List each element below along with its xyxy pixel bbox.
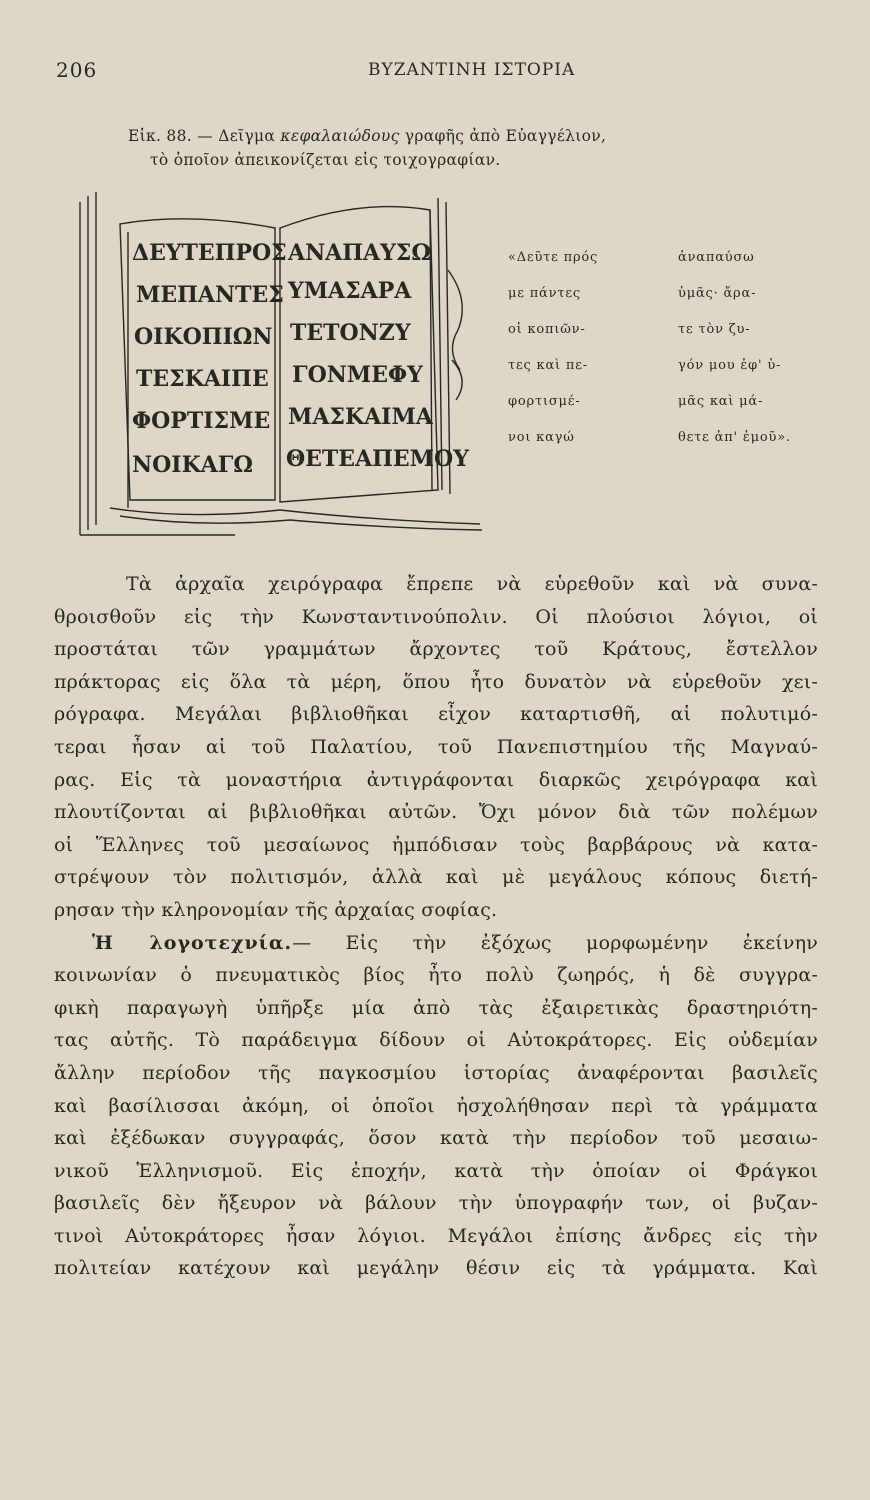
inscription-right-6: ΘΕΤΕΑΠΕΜΟΥ <box>286 446 469 472</box>
transcription-right-line: ὑμᾶς· ἄρα- <box>678 286 757 301</box>
body-text <box>54 568 818 1285</box>
inscription-right-2: ΥΜΑΣΑΡΑ <box>288 278 412 304</box>
section-line-text: — Εἰς τὴν ἐξόχως μορφωμένην ἐκείνην <box>292 931 818 954</box>
caption-line-1 <box>128 124 768 148</box>
body-line: πλουτίζονται αἱ βιβλιοθῆκαι αὐτῶν. Ὄχι μόνον διὰ τῶν πολέμων <box>54 801 818 824</box>
transcription-right-line: τε τὸν ζυ- <box>678 322 751 337</box>
inscription-left-6: ΝΟΙΚΑΓΩ <box>132 452 253 478</box>
section-first-line <box>54 927 818 960</box>
transcription-right-line: μᾶς καὶ μά- <box>678 394 764 409</box>
page-number: 206 <box>56 58 98 82</box>
section-line: φικὴ παραγωγὴ ὑπῆρξε μία ἀπὸ τὰς ἐξαιρετικὰς δραστηριότη- <box>54 996 818 1019</box>
inscription-left-2: ΜΕΠΑΝΤΕΣ <box>136 282 284 308</box>
section-line: νικοῦ Ἑλληνισμοῦ. Εἰς ἐποχήν, κατὰ τὴν ὁποίαν οἱ Φράγκοι <box>54 1159 818 1182</box>
body-line: πράκτορας εἰς ὅλα τὰ μέρη, ὅπου ἦτο δυνατὸν νὰ εὑρεθοῦν χει- <box>54 670 818 693</box>
section-line: κοινωνίαν ὁ πνευματικὸς βίος ἦτο πολὺ ζωηρός, ἡ δὲ συγγρα- <box>54 964 818 987</box>
body-line: ρησαν τὴν κληρονομίαν τῆς ἀρχαίας σοφίας. <box>54 898 498 921</box>
caption-line-2: τὸ ὁποῖον ἀπεικονίζεται εἰς τοιχογραφίαν. <box>150 151 501 169</box>
transcription-left-line: φορτισμέ- <box>508 394 581 409</box>
body-line: Τὰ ἀρχαῖα χειρόγραφα ἔπρεπε νὰ εὑρεθοῦν καὶ νὰ συνα- <box>126 573 818 595</box>
transcription-left-line: με πάντες <box>508 286 581 301</box>
inscription-right-5: ΜΑΣΚΑΙΜΑ <box>288 404 433 430</box>
transcription-left-line: νοι καγώ <box>508 430 575 445</box>
inscription-right-4: ΓΟΝΜΕΦΥ <box>292 362 423 388</box>
transcription-right-line: θετε ἀπ' ἐμοῦ». <box>678 430 791 445</box>
manuscript-book-illustration <box>70 190 490 550</box>
transcription-right-line: γόν μου ἐφ' ὑ- <box>678 358 782 373</box>
figure-caption <box>128 124 768 172</box>
inscription-left-5: ΦΟΡΤΙΣΜΕ <box>132 408 271 434</box>
running-title: ΒΥΖΑΝΤΙΝΗ ΙΣΤΟΡΙΑ <box>368 60 576 80</box>
section-line: τινοὶ Αὐτοκράτορες ἦσαν λόγιοι. Μεγάλοι ἐπίσης ἄνδρες εἰς τὴν <box>54 1224 818 1247</box>
section-heading: Ἡ λογοτεχνία. <box>92 931 293 954</box>
inscription-left-1: ΔΕΥΤΕΠΡΟΣ <box>132 240 287 266</box>
body-line: οἱ Ἕλληνες τοῦ μεσαίωνος ἠμπόδισαν τοὺς βαρβάρους νὰ κατα- <box>54 833 818 856</box>
inscription-left-3: ΟΙΚΟΠΙΩΝ <box>134 324 273 350</box>
body-line: ρόγραφα. Μεγάλαι βιβλιοθῆκαι εἶχον καταρτισθῆ, αἱ πολυτιμό- <box>54 703 818 726</box>
inscription-left-4: ΤΕΣΚΑΙΠΕ <box>136 366 269 392</box>
body-line: στρέψουν τὸν πολιτισμόν, ἀλλὰ καὶ μὲ μεγάλους κόπους διετή- <box>54 866 818 889</box>
transcription-right-line: ἀναπαύσω <box>678 250 755 265</box>
page-header <box>56 58 816 90</box>
section-line: καὶ βασίλισσαι ἀκόμη, οἱ ὁποῖοι ἠσχολήθησαν περὶ τὰ γράμματα <box>54 1094 818 1117</box>
section-line: ἄλλην περίοδον τῆς παγκοσμίου ἱστορίας ἀναφέρονται βασιλεῖς <box>54 1061 818 1084</box>
section-line: τας αὐτῆς. Τὸ παράδειγμα δίδουν οἱ Αὐτοκράτορες. Εἰς οὐδεμίαν <box>54 1029 818 1052</box>
caption-italic: κεφαλαιώδους <box>280 127 400 145</box>
caption-prefix: Εἰκ. 88. — Δεῖγμα <box>128 127 281 145</box>
body-line: θροισθοῦν εἰς τὴν Κωνσταντινούπολιν. Οἱ πλούσιοι λόγιοι, οἱ <box>54 605 818 628</box>
section-line: πολιτείαν κατέχουν καὶ μεγάλην θέσιν εἰς τὰ γράμματα. Καὶ <box>54 1257 818 1280</box>
section-line: βασιλεῖς δὲν ἤξευρον νὰ βάλουν τὴν ὑπογραφήν των, οἱ βυζαν- <box>54 1192 818 1215</box>
transcription-left-column <box>508 240 658 456</box>
section-line: καὶ ἐξέδωκαν συγγραφάς, ὅσον κατὰ τὴν περίοδον τοῦ μεσαιω- <box>54 1127 818 1150</box>
transcription-left-line: «Δεῦτε πρός <box>508 250 599 265</box>
transcription-left-line: οἱ κοπιῶν- <box>508 322 586 337</box>
body-line: ρας. Εἰς τὰ μοναστήρια ἀντιγράφονται διαρκῶς χειρόγραφα καὶ <box>54 768 818 791</box>
inscription-right-3: ΤΕΤΟΝΖΥ <box>290 320 411 346</box>
body-line: τεραι ἦσαν αἱ τοῦ Παλατίου, τοῦ Πανεπιστημίου τῆς Μαγναύ- <box>54 735 818 758</box>
caption-suffix: γραφῆς ἀπὸ Εὐαγγέλιον, <box>399 127 607 145</box>
inscription-right-1: ΑΝΑΠΑΥΣΩ <box>288 240 431 266</box>
transcription-left-line: τες καὶ πε- <box>508 358 588 373</box>
body-line: προστάται τῶν γραμμάτων ἄρχοντες τοῦ Κράτους, ἔστελλον <box>54 638 818 661</box>
transcription-right-column <box>678 240 838 456</box>
